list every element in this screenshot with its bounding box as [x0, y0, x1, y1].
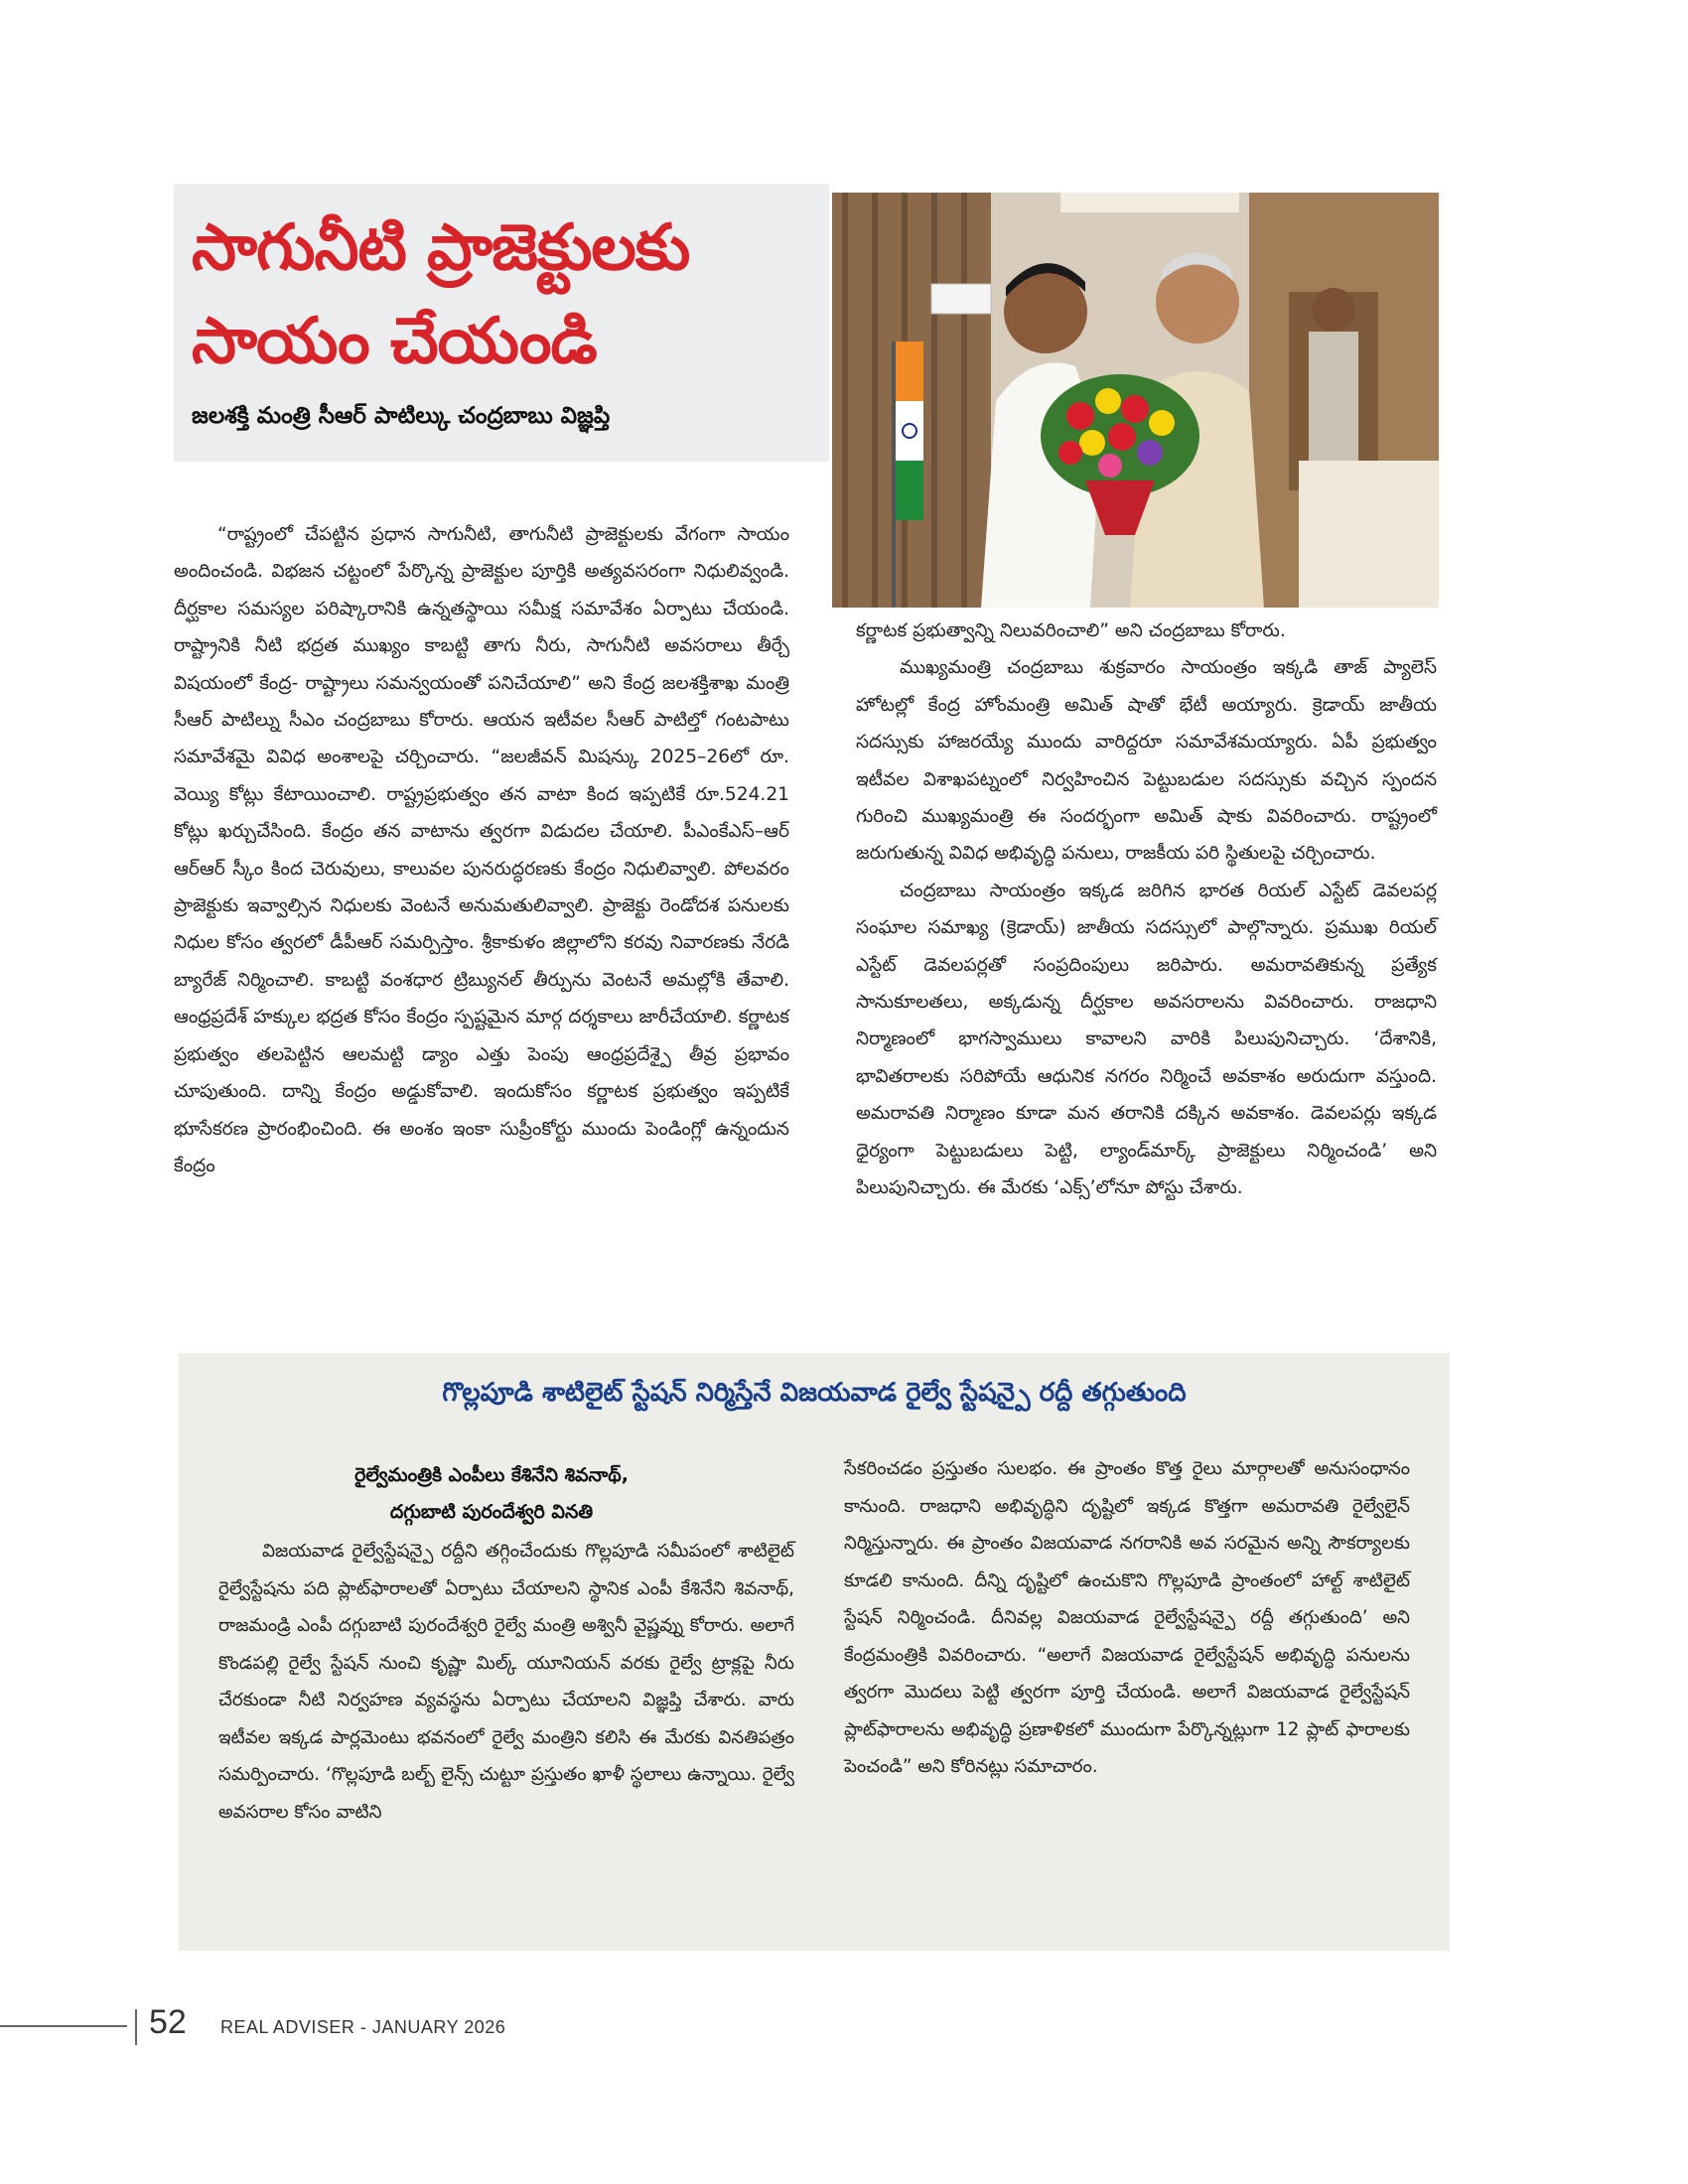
footer-rule	[0, 2025, 127, 2027]
article-photo	[832, 193, 1439, 608]
box-subheadline	[218, 1457, 765, 1531]
box-subheadline-line-1: రైల్వేమంత్రికి ఎంపీలు కేశినేని శివనాథ్,	[354, 1464, 629, 1486]
footer-divider	[135, 2009, 137, 2045]
article-paragraph: చంద్రబాబు సాయంత్రం ఇక్కడ జరిగిన భారత రియల్ ఎస్టేట్ డెవలపర్ల సంఘాల సమాఖ్య (క్రెడాయ్) జాతీయ సదస్సులో పాల్గొన్నారు. ప్రముఖ రియల్ ఎస్టేట్ డెవలపర్లతో సంప్రదింపులు జరిపారు. అమరావతికున్న ప్రత్యేక సానుకూలతలు, అక్కడున్న దీర్ఘకాల అవసరాలను వివరించారు. రాజధాని నిర్మాణంలో భాగస్వాములు కావాలని వారికి పిలుపునిచ్చారు. ‘దేశానికి, భావితరాలకు సరిపోయే ఆధునిక నగరం నిర్మించే అవకాశం అరుదుగా వస్తుంది. అమరావతి నిర్మాణం కూడా మన తరానికి దక్కిన అవకాశం. డెవలపర్లు ఇక్కడ ధైర్యంగా పెట్టుబడులు పెట్టి, ల్యాండ్‌మార్క్ ప్రాజెక్టులు నిర్మించండి’ అని పిలుపునిచ్చారు. ఈ మేరకు ‘ఎక్స్’లోనూ పోస్టు చేశారు.	[856, 880, 1437, 1199]
article-paragraph: ముఖ్యమంత్రి చంద్రబాబు శుక్రవారం సాయంత్రం ఇక్కడి తాజ్ ప్యాలెస్ హోటల్లో కేంద్ర హోంమంత్రి అమిత్ షాతో భేటీ అయ్యారు. క్రెడాయ్ జాతీయ సదస్సుకు హాజరయ్యే ముందు వారిద్దరూ సమావేశమయ్యారు. ఏపీ ప్రభుత్వం ఇటీవల విశాఖపట్నంలో నిర్వహించిన పెట్టుబడుల సదస్సుకు వచ్చిన స్పందన గురించి ముఖ్యమంత్రి ఈ సందర్భంగా అమిత్ షాకు వివరించారు. రాష్ట్రంలో జరుగుతున్న వివిధ అభివృద్ధి పనులు, రాజకీయ పరి స్థితులపై చర్చించారు.	[856, 657, 1437, 865]
article-subheadline: జలశక్తి మంత్రి సీఆర్ పాటిల్కు చంద్రబాబు విజ్ఞప్తి	[192, 403, 611, 429]
article-right-column	[856, 613, 1437, 1207]
box-right-column	[844, 1450, 1410, 1786]
article-paragraph: “రాష్ట్రంలో చేపట్టిన ప్రధాన సాగునీటి, తాగునీటి ప్రాజెక్టులకు వేగంగా సాయం అందించండి. విభజన చట్టంలో పేర్కొన్న ప్రాజెక్టుల పూర్తికి అత్యవసరంగా నిధులివ్వండి. దీర్ఘకాల సమస్యల పరిష్కారానికి ఉన్నతస్థాయి సమీక్ష సమావేశం ఏర్పాటు చేయండి. రాష్ట్రానికి నీటి భద్రత ముఖ్యం కాబట్టి తాగు నీరు, సాగునీటి అవసరాలు తీర్చే విషయంలో కేంద్ర- రాష్ట్రాలు సమన్వయంతో పనిచేయాలి” అని కేంద్ర జలశక్తిశాఖ మంత్రి సీఆర్ పాటిల్ను సీఎం చంద్రబాబు కోరారు. ఆయన ఇటీవల సీఆర్ పాటిల్తో గంటపాటు సమావేశమై వివిధ అంశాలపై చర్చించారు. “జలజీవన్ మిషన్కు 2025–26లో రూ. వెయ్యి కోట్లు కేటాయించాలి. రాష్ట్రప్రభుత్వం తన వాటా కింద ఇప్పటికే రూ.524.21 కోట్లు ఖర్చుచేసింది. కేంద్రం తన వాటాను త్వరగా విడుదల చేయాలి. పీఎంకేఎస్‌–ఆర్ ఆర్ఆర్ స్కీం కింద చెరువులు, కాలువల పునరుద్ధరణకు కేంద్రం నిధులివ్వాలి. పోలవరం ప్రాజెక్టుకు ఇవ్వాల్సిన నిధులకు వెంటనే అనుమతులివ్వాలి. ప్రాజెక్టు రెండోదశ పనులకు నిధుల కోసం త్వరలో డీపీఆర్ సమర్పిస్తాం. శ్రీకాకుళం జిల్లాలోని కరవు నివారణకు నేరడి బ్యారేజ్ నిర్మించాలి. కాబట్టి వంశధార ట్రిబ్యునల్ తీర్పును వెంటనే అమల్లోకి తేవాలి. ఆంధ్రప్రదేశ్ హక్కుల భద్రత కోసం కేంద్రం స్పష్టమైన మార్గ దర్శకాలు జారీచేయాలి. కర్ణాటక ప్రభుత్వం తలపెట్టిన ఆలమట్టి డ్యాం ఎత్తు పెంపు ఆంధ్రప్రదేశ్పై తీవ్ర ప్రభావం చూపుతుంది. దాన్ని కేంద్రం అడ్డుకోవాలి. ఇందుకోసం కర్ణాటక ప్రభుత్వం ఇప్పటికే భూసేకరణ ప్రారంభించింది. ఈ అంశం ఇంకా సుప్రీంకోర్టు ముందు పెండింగ్లో ఉన్నందున కేంద్రం	[174, 524, 789, 1176]
headline-line-2: సాయం చేయండి	[192, 305, 597, 378]
railway-news-box	[179, 1353, 1450, 1951]
publication-footer: REAL ADVISER - JANUARY 2026	[220, 2017, 506, 2037]
box-paragraph: విజయవాడ రైల్వేస్టేషన్పై రద్దీని తగ్గించేందుకు గొల్లపూడి సమీపంలో శాటిలైట్ రైల్వేస్టేషను పది ప్లాట్‌ఫారాలతో ఏర్పాటు చేయాలని స్థానిక ఎంపీ కేశినేని శివనాథ్, రాజమండ్రి ఎంపీ దగ్గుబాటి పురందేశ్వరి రైల్వే మంత్రి అశ్వినీ వైష్ణవ్ను కోరారు. అలాగే కొండపల్లి రైల్వే స్టేషన్ నుంచి కృష్ణా మిల్క్ యూనియన్ వరకు రైల్వే ట్రాక్లపై నీరు చేరకుండా నీటి నిర్వహణ వ్యవస్థను ఏర్పాటు చేయాలని విజ్ఞప్తి చేశారు. వారు ఇటీవల ఇక్కడ పార్లమెంటు భవనంలో రైల్వే మంత్రిని కలిసి ఈ మేరకు వినతిపత్రం సమర్పించారు. ‘గొల్లపూడి బల్బ్ లైన్స్ చుట్టూ ప్రస్తుతం ఖాళీ స్థలాలు ఉన్నాయి. రైల్వే అవసరాల కోసం వాటిని	[218, 1541, 794, 1823]
box-paragraph: సేకరించడం ప్రస్తుతం సులభం. ఈ ప్రాంతం కొత్త రైలు మార్గాలతో అనుసంధానం కానుంది. రాజధాని అభివృద్ధిని దృష్టిలో ఇక్కడ కొత్తగా అమరావతి రైల్వేలైన్ నిర్మిస్తున్నారు. ఈ ప్రాంతం విజయవాడ నగరానికి అవ సరమైన అన్ని సౌకర్యాలకు కూడలి కానుంది. దీన్ని దృష్టిలో ఉంచుకొని గొల్లపూడి ప్రాంతంలో హాల్ట్ శాటిలైట్ స్టేషన్ నిర్మించండి. దీనివల్ల విజయవాడ రైల్వేస్టేషన్పై రద్దీ తగ్గుతుంది’ అని కేంద్రమంత్రికి వివరించారు. “అలాగే విజయవాడ రైల్వేస్టేషన్ అభివృద్ధి పనులను త్వరగా మొదలు పెట్టి త్వరగా పూర్తి చేయండి. అలాగే విజయవాడ రైల్వేస్టేషన్ ప్లాట్‌ఫారాలను అభివృద్ధి ప్రణాళికలో ముందుగా పేర్కొన్నట్లుగా 12 ప్లాట్ ఫారాలకు పెంచండి” అని కోరినట్లు సమాచారం.	[844, 1458, 1410, 1777]
photo-illustration	[832, 193, 1439, 608]
box-headline: గొల్లపూడి శాటిలైట్ స్టేషన్ నిర్మిస్తేనే విజయవాడ రైల్వే స్టేషన్పై రద్దీ తగ్గుతుంది	[442, 1378, 1187, 1408]
box-left-column	[218, 1533, 794, 1831]
page-number: 52	[149, 2003, 187, 2041]
article-paragraph: కర్ణాటక ప్రభుత్వాన్ని నిలువరించాలి” అని చంద్రబాబు కోరారు.	[856, 620, 1286, 641]
box-subheadline-line-2: దగ్గుబాటి పురందేశ్వరి వినతి	[389, 1501, 594, 1523]
article-left-column	[174, 516, 789, 1184]
headline-line-1: సాగునీటి ప్రాజెక్టులకు	[192, 211, 690, 285]
article-headline	[192, 202, 817, 388]
headline-panel	[174, 184, 829, 462]
